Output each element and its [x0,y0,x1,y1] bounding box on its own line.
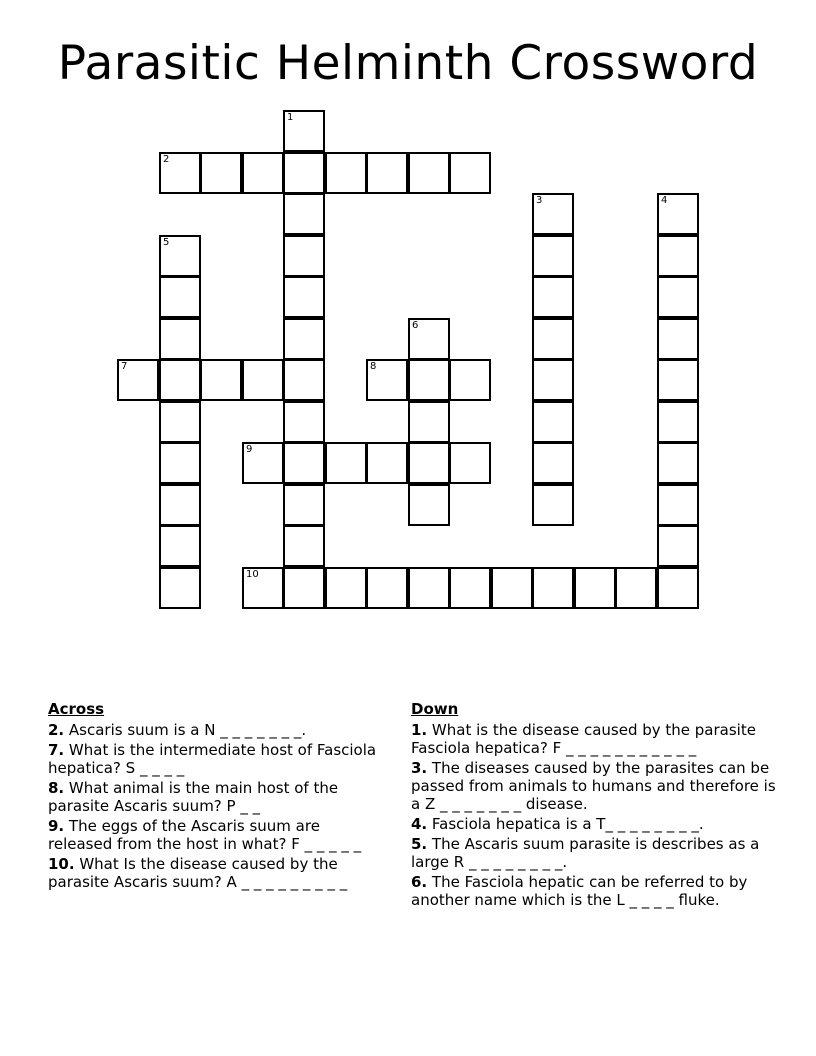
grid-cell[interactable] [408,442,450,484]
grid-cell[interactable] [242,442,284,484]
grid-cell[interactable] [159,567,201,609]
grid-cell[interactable] [283,152,325,194]
clue-across-2 [48,721,388,739]
clue-text: The eggs of the Ascaris suum are released from the host in what? F _ _ _ _ _ [48,817,362,853]
clue-number: 2. [48,721,65,739]
clue-number: 1. [411,721,428,739]
grid-cell[interactable] [532,401,574,443]
grid-cell[interactable] [532,235,574,277]
clue-number-label: 5 [163,237,170,248]
grid-cell[interactable] [408,152,450,194]
clue-number-label: 4 [661,195,668,206]
clue-number: 8. [48,779,65,797]
grid-cell[interactable] [408,484,450,526]
clue-number: 10. [48,855,75,873]
down-clues [411,700,776,911]
clue-number-label: 8 [370,361,377,372]
clue-text: The Ascaris suum parasite is describes as a large R _ _ _ _ _ _ _ _. [411,835,760,871]
grid-cell[interactable] [159,235,201,277]
grid-cell[interactable] [574,567,616,609]
grid-cell[interactable] [657,525,699,567]
grid-cell[interactable] [657,193,699,235]
clue-across-9 [48,817,388,853]
grid-cell[interactable] [532,359,574,401]
clue-number: 6. [411,873,428,891]
clue-number-label: 7 [121,361,128,372]
grid-cell[interactable] [408,359,450,401]
grid-cell[interactable] [159,152,201,194]
grid-cell[interactable] [283,110,325,152]
grid-cell[interactable] [532,484,574,526]
grid-cell[interactable] [283,484,325,526]
clue-number: 3. [411,759,428,777]
grid-cell[interactable] [657,442,699,484]
grid-cell[interactable] [366,152,408,194]
grid-cell[interactable] [283,235,325,277]
grid-cell[interactable] [366,567,408,609]
grid-cell[interactable] [325,567,367,609]
grid-cell[interactable] [283,567,325,609]
clue-down-5 [411,835,776,871]
clue-number-label: 10 [246,569,259,580]
grid-cell[interactable] [657,276,699,318]
clue-number-label: 2 [163,154,170,165]
grid-cell[interactable] [491,567,533,609]
clue-across-8 [48,779,388,815]
clue-text: What Is the disease caused by the parasite Ascaris suum? A _ _ _ _ _ _ _ _ _ [48,855,348,891]
grid-cell[interactable] [242,152,284,194]
grid-cell[interactable] [449,359,491,401]
clue-down-1 [411,721,776,757]
clue-down-6 [411,873,776,909]
clue-text: What animal is the main host of the parasite Ascaris suum? P _ _ [48,779,339,815]
grid-cell[interactable] [449,152,491,194]
clue-text: Fasciola hepatica is a T_ _ _ _ _ _ _ _. [427,815,704,833]
clue-across-7 [48,741,388,777]
grid-cell[interactable] [657,401,699,443]
grid-cell[interactable] [283,318,325,360]
grid-cell[interactable] [283,442,325,484]
grid-cell[interactable] [200,152,242,194]
grid-cell[interactable] [159,442,201,484]
grid-cell[interactable] [615,567,657,609]
grid-cell[interactable] [159,401,201,443]
grid-cell[interactable] [242,567,284,609]
grid-cell[interactable] [159,318,201,360]
grid-cell[interactable] [159,276,201,318]
grid-cell[interactable] [449,567,491,609]
grid-cell[interactable] [532,567,574,609]
grid-cell[interactable] [532,318,574,360]
grid-cell[interactable] [283,525,325,567]
grid-cell[interactable] [657,484,699,526]
clue-number-label: 3 [536,195,543,206]
grid-cell[interactable] [159,484,201,526]
clue-across-10 [48,855,388,891]
grid-cell[interactable] [532,276,574,318]
grid-cell[interactable] [532,193,574,235]
clue-down-3 [411,759,776,813]
grid-cell[interactable] [283,401,325,443]
grid-cell[interactable] [283,359,325,401]
clue-text: Ascaris suum is a N _ _ _ _ _ _ _. [64,721,307,739]
clue-text: What is the disease caused by the parasite Fasciola hepatica? F _ _ _ _ _ _ _ _ _ _ _ [411,721,756,757]
grid-cell[interactable] [408,567,450,609]
grid-cell[interactable] [449,442,491,484]
clue-number-label: 9 [246,444,253,455]
grid-cell[interactable] [657,318,699,360]
puzzle-title: Parasitic Helminth Crossword [57,36,759,91]
grid-cell[interactable] [200,359,242,401]
grid-cell[interactable] [117,359,159,401]
clue-number-label: 1 [287,112,294,123]
grid-cell[interactable] [366,442,408,484]
grid-cell[interactable] [159,359,201,401]
grid-cell[interactable] [159,525,201,567]
grid-cell[interactable] [283,193,325,235]
clue-number: 4. [411,815,428,833]
clue-number: 5. [411,835,428,853]
down-heading: Down [411,700,459,718]
clue-text: The Fasciola hepatic can be referred to by another name which is the L _ _ _ _ fluke. [411,873,748,909]
grid-cell[interactable] [325,442,367,484]
grid-cell[interactable] [283,276,325,318]
grid-cell[interactable] [366,359,408,401]
clue-down-4 [411,815,776,833]
grid-cell[interactable] [657,235,699,277]
clue-number-label: 6 [412,320,419,331]
grid-cell[interactable] [408,318,450,360]
clue-number: 9. [48,817,65,835]
grid-cell[interactable] [532,442,574,484]
grid-cell[interactable] [242,359,284,401]
grid-cell[interactable] [657,359,699,401]
grid-cell[interactable] [325,152,367,194]
clue-text: The diseases caused by the parasites can be passed from animals to humans and therefore is a Z _ _ _ _ _ _ _ disease. [411,759,776,813]
across-heading: Across [48,700,105,718]
clue-text: What is the intermediate host of Fasciola hepatica? S _ _ _ _ [48,741,377,777]
grid-cell[interactable] [408,401,450,443]
clue-number: 7. [48,741,65,759]
across-clues [48,700,388,893]
grid-cell[interactable] [657,567,699,609]
